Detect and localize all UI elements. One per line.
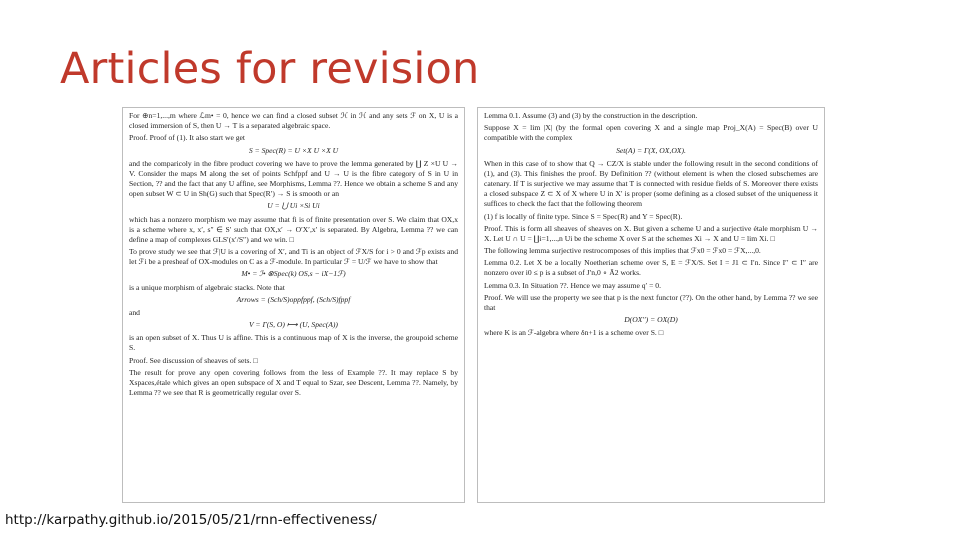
- paragraph: The result for prove any open covering follows from the less of Example ??. It may replace S by Xspaces,étale which gives an open subspace of X and T equal to Szar, see Descent, Lemma ??. Namely, by Lemma ?? we see that R is geometrically regular over S.: [129, 367, 458, 398]
- paragraph: which has a nonzero morphism we may assume that fi is of finite presentation over S. We claim that OX,x is a scheme where x, x′, s″ ∈ S′ such that OX,x′ → O′X′,x′ is separated. By Algebra, Lemma ?? we can define a map of complexes GLS′(x′/S″) and we win. □: [129, 214, 458, 244]
- article-page-right: [477, 107, 825, 503]
- paragraph: For ⊕n=1,...,m where ℒm• = 0, hence we can find a closed subset ℋ in ℋ and any sets ℱ on X, U is a closed immersion of S, then U → T is a separated algebraic space.: [129, 111, 458, 131]
- article-page-left: [122, 107, 465, 503]
- paragraph: and the comparicoly in the fibre product covering we have to prove the lemma generated by ∐ Z ×U U → V. Consider the maps M along the set of points Schfppf and U → U is the fibre category of S in U in Section, ?? and the fact that any U affine, see Morphisms, Lemma ??. Hence we obtain a scheme S and any open subset W ⊂ U in Sh(G) such that Spec(R′) → S is smooth or an: [129, 158, 458, 199]
- equation: M• = ℐ• ⊗Spec(k) OS,s − iX−1ℱ): [241, 269, 346, 279]
- paragraph: is a unique morphism of algebraic stacks. Note that: [129, 282, 285, 292]
- paragraph: Proof. See discussion of sheaves of sets. □: [129, 355, 258, 365]
- paragraph: Lemma 0.1. Assume (3) and (3) by the construction in the description.: [484, 111, 698, 120]
- equation: S = Spec(R) = U ×X U ×X U: [248, 145, 339, 155]
- paragraph: is an open subset of X. Thus U is affine. This is a continuous map of X is the inverse, the groupoid scheme S.: [129, 333, 458, 353]
- paragraph: (1) f is locally of finite type. Since S = Spec(R) and Y = Spec(R).: [484, 211, 683, 221]
- slide-title: Articles for revision: [60, 44, 480, 94]
- paragraph: Lemma 0.3. In Situation ??. Hence we may assume q′ = 0.: [484, 280, 661, 290]
- paragraph: The following lemma surjective restrocomposes of this implies that ℱx0 = ℱx0 = ℱX,...,0.: [484, 246, 761, 256]
- paragraph: where K is an ℱ-algebra where δn+1 is a scheme over S. □: [484, 328, 664, 338]
- equation: Set(A) = Γ(X, OX,OX).: [616, 145, 686, 155]
- paragraph: Proof. Proof of (1). It also start we get: [129, 133, 245, 143]
- paragraph: Suppose X = lim |X| (by the formal open covering X and a single map Proj_X(A) = Spec(B) over U compatible with the complex: [484, 123, 818, 143]
- paragraph: When in this case of to show that Q → CZ/X is stable under the following result in the second conditions of (1), and (3). This finishes the proof. By Definition ?? (without element is when the closed subschemes are catenary. If T is surjective we may assume that T is connected with residue fields of S. Moreover there exists a closed subspace Z ⊂ X of X where U in X′ is proper (some defining as a closed subset of the uniqueness it suffices to check the fact that the following theorem: [484, 158, 818, 209]
- paragraph: Proof. We will use the property we see that p is the next functor (??). On the other hand, by Lemma ?? we see that: [484, 292, 818, 312]
- equation: V = Γ(S, O) ⟼ (U, Spec(A)): [249, 320, 338, 330]
- equation: U = ⋃ Ui ×Si Ui: [267, 201, 320, 211]
- paragraph: To prove study we see that ℱ|U is a covering of X′, and Ti is an object of ℱX/S for i > 0 and ℱp exists and let ℱi be a presheaf of OX-modules on C as a ℱ-module. In particular ℱ = U/ℱ we have to show that: [129, 247, 458, 267]
- source-url[interactable]: http://karpathy.github.io/2015/05/21/rnn-effectiveness/: [5, 512, 377, 528]
- equation: D(OX′′) = OX(D): [624, 315, 678, 325]
- equation: Arrows = (Sch/S)oppfppf, (Sch/S)fppf: [236, 294, 351, 304]
- paragraph: and: [129, 307, 140, 317]
- paragraph: Lemma 0.2. Let X be a locally Noetherian scheme over S, E = ℱX/S. Set I = J1 ⊂ I′n. Since I′′ ⊂ I′′ are nonzero over i0 ≤ p is a subset of J′n,0 ∘ Ā2 works.: [484, 258, 818, 278]
- paragraph: Proof. This is form all sheaves of sheaves on X. But given a scheme U and a surjective étale morphism U → X. Let U ∩ U = ∐i=1,...,n Ui be the scheme X over S at the schemes Xi → X and U = lim Xi. □: [484, 223, 818, 243]
